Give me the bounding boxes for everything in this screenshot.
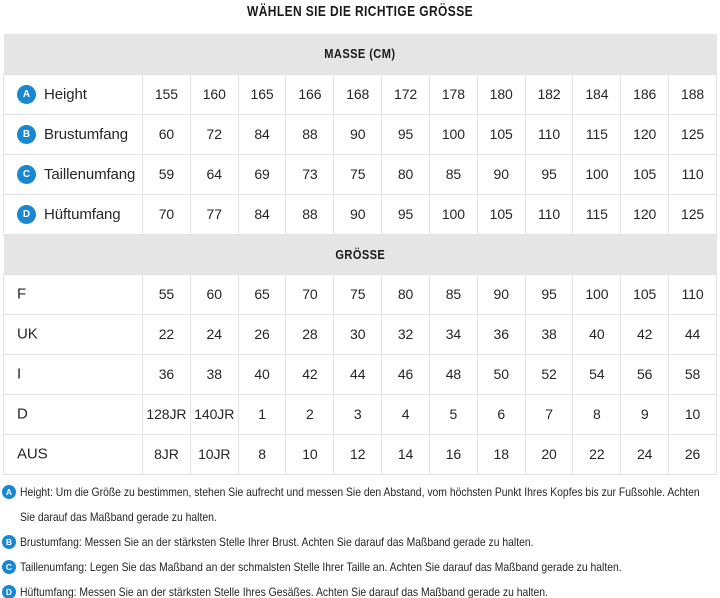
row-label-cell xyxy=(4,194,143,234)
table-cell: 80 xyxy=(382,274,430,314)
note xyxy=(2,580,718,598)
section-header xyxy=(4,34,717,74)
table-cell: 26 xyxy=(669,434,717,474)
table-cell: 88 xyxy=(286,114,334,154)
table-cell: 20 xyxy=(525,434,573,474)
table-cell: 180 xyxy=(477,74,525,114)
table-cell: 14 xyxy=(382,434,430,474)
row-label: UK xyxy=(17,325,38,343)
table-cell: 165 xyxy=(238,74,286,114)
row-label: I xyxy=(17,365,22,383)
table-cell: 125 xyxy=(669,194,717,234)
table-cell: 73 xyxy=(286,154,334,194)
size-table-body xyxy=(4,34,717,474)
table-cell: 2 xyxy=(286,394,334,434)
table-cell: 100 xyxy=(429,194,477,234)
table-cell: 84 xyxy=(238,194,286,234)
table-cell: 95 xyxy=(525,274,573,314)
letter-badge-a: A xyxy=(17,85,36,104)
section-header-label: GRÖSSE xyxy=(335,246,385,262)
table-cell: 100 xyxy=(573,154,621,194)
row-label-cell xyxy=(4,354,143,394)
table-cell: 100 xyxy=(573,274,621,314)
table-cell: 64 xyxy=(190,154,238,194)
table-cell: 95 xyxy=(382,114,430,154)
notes xyxy=(2,480,718,598)
table-cell: 110 xyxy=(669,154,717,194)
table-cell: 32 xyxy=(382,314,430,354)
table-cell: 70 xyxy=(143,194,191,234)
table-row xyxy=(4,354,717,394)
table-cell: 85 xyxy=(429,274,477,314)
table-cell: 10JR xyxy=(190,434,238,474)
table-cell: 88 xyxy=(286,194,334,234)
table-cell: 77 xyxy=(190,194,238,234)
table-cell: 56 xyxy=(621,354,669,394)
table-cell: 105 xyxy=(477,194,525,234)
table-cell: 59 xyxy=(143,154,191,194)
note-text: Brustumfang: Messen Sie an der stärksten Stelle Ihrer Brust. Achten Sie darauf das Maßband gerade zu halten. xyxy=(20,534,534,549)
table-cell: 10 xyxy=(286,434,334,474)
table-cell: 115 xyxy=(573,114,621,154)
row-label-cell xyxy=(4,154,143,194)
table-cell: 184 xyxy=(573,74,621,114)
row-label-cell xyxy=(4,314,143,354)
table-cell: 95 xyxy=(525,154,573,194)
table-cell: 42 xyxy=(621,314,669,354)
table-cell: 105 xyxy=(621,154,669,194)
table-cell: 95 xyxy=(382,194,430,234)
table-cell: 128JR xyxy=(143,394,191,434)
row-label-cell xyxy=(4,74,143,114)
table-cell: 120 xyxy=(621,194,669,234)
row-label: AUS xyxy=(17,445,48,463)
table-cell: 48 xyxy=(429,354,477,394)
table-row xyxy=(4,274,717,314)
table-cell: 100 xyxy=(429,114,477,154)
table-cell: 4 xyxy=(382,394,430,434)
table-cell: 160 xyxy=(190,74,238,114)
note-text: Taillenumfang: Legen Sie das Maßband an der schmalsten Stelle Ihrer Taille an. Achten Sie darauf das Maßband gerade zu halten. xyxy=(20,559,622,574)
letter-badge-d: D xyxy=(2,585,16,598)
letter-badge-b: B xyxy=(17,125,36,144)
table-cell: 105 xyxy=(621,274,669,314)
section-header-row xyxy=(4,234,717,274)
table-cell: 40 xyxy=(238,354,286,394)
table-cell: 58 xyxy=(669,354,717,394)
size-chart-table xyxy=(3,34,717,475)
table-cell: 70 xyxy=(286,274,334,314)
table-cell: 34 xyxy=(429,314,477,354)
table-cell: 84 xyxy=(238,114,286,154)
row-label: Taillenumfang xyxy=(44,165,136,183)
table-cell: 168 xyxy=(334,74,382,114)
table-cell: 125 xyxy=(669,114,717,154)
table-cell: 85 xyxy=(429,154,477,194)
table-cell: 50 xyxy=(477,354,525,394)
table-cell: 9 xyxy=(621,394,669,434)
table-cell: 52 xyxy=(525,354,573,394)
table-cell: 60 xyxy=(190,274,238,314)
letter-badge-d: D xyxy=(17,205,36,224)
table-row xyxy=(4,154,717,194)
table-cell: 90 xyxy=(477,274,525,314)
table-row xyxy=(4,314,717,354)
table-cell: 38 xyxy=(190,354,238,394)
table-row xyxy=(4,114,717,154)
table-cell: 46 xyxy=(382,354,430,394)
table-row xyxy=(4,194,717,234)
table-cell: 38 xyxy=(525,314,573,354)
table-cell: 7 xyxy=(525,394,573,434)
table-cell: 110 xyxy=(669,274,717,314)
row-label-cell xyxy=(4,274,143,314)
table-cell: 8 xyxy=(238,434,286,474)
table-cell: 8JR xyxy=(143,434,191,474)
table-cell: 178 xyxy=(429,74,477,114)
table-cell: 18 xyxy=(477,434,525,474)
table-cell: 72 xyxy=(190,114,238,154)
table-cell: 44 xyxy=(669,314,717,354)
size-guide xyxy=(0,3,720,598)
table-cell: 120 xyxy=(621,114,669,154)
row-label: Hüftumfang xyxy=(44,205,121,223)
table-cell: 8 xyxy=(573,394,621,434)
table-cell: 186 xyxy=(621,74,669,114)
table-cell: 69 xyxy=(238,154,286,194)
table-cell: 166 xyxy=(286,74,334,114)
row-label: Brustumfang xyxy=(44,125,128,143)
table-cell: 110 xyxy=(525,194,573,234)
row-label: D xyxy=(17,405,28,423)
table-cell: 155 xyxy=(143,74,191,114)
letter-badge-c: C xyxy=(2,560,16,574)
table-cell: 3 xyxy=(334,394,382,434)
table-cell: 36 xyxy=(477,314,525,354)
table-cell: 26 xyxy=(238,314,286,354)
table-cell: 188 xyxy=(669,74,717,114)
table-cell: 42 xyxy=(286,354,334,394)
table-cell: 115 xyxy=(573,194,621,234)
table-cell: 6 xyxy=(477,394,525,434)
table-row xyxy=(4,434,717,474)
table-cell: 24 xyxy=(621,434,669,474)
row-label: F xyxy=(17,285,27,303)
table-cell: 36 xyxy=(143,354,191,394)
table-cell: 1 xyxy=(238,394,286,434)
section-header-label: MASSE (CM) xyxy=(324,46,396,62)
row-label-cell xyxy=(4,114,143,154)
table-cell: 65 xyxy=(238,274,286,314)
table-cell: 24 xyxy=(190,314,238,354)
table-cell: 90 xyxy=(477,154,525,194)
table-cell: 110 xyxy=(525,114,573,154)
table-cell: 12 xyxy=(334,434,382,474)
table-cell: 22 xyxy=(143,314,191,354)
note xyxy=(2,480,718,530)
table-row xyxy=(4,394,717,434)
note xyxy=(2,555,718,580)
table-cell: 44 xyxy=(334,354,382,394)
row-label-cell xyxy=(4,394,143,434)
note-text: Height: Um die Größe zu bestimmen, stehen Sie aufrecht und messen Sie den Abstand, vom höchsten Punkt Ihres Kopfes bis zur Fußsohle. Achten Sie darauf das Maßband gerade zu halten. xyxy=(20,484,700,524)
table-cell: 140JR xyxy=(190,394,238,434)
note xyxy=(2,530,718,555)
table-cell: 30 xyxy=(334,314,382,354)
table-cell: 75 xyxy=(334,154,382,194)
table-cell: 90 xyxy=(334,194,382,234)
table-cell: 55 xyxy=(143,274,191,314)
table-cell: 60 xyxy=(143,114,191,154)
table-cell: 105 xyxy=(477,114,525,154)
table-cell: 40 xyxy=(573,314,621,354)
letter-badge-a: A xyxy=(2,485,16,499)
table-cell: 16 xyxy=(429,434,477,474)
table-cell: 90 xyxy=(334,114,382,154)
table-cell: 54 xyxy=(573,354,621,394)
table-cell: 172 xyxy=(382,74,430,114)
table-cell: 22 xyxy=(573,434,621,474)
page-title: WÄHLEN SIE DIE RICHTIGE GRÖSSE xyxy=(246,3,474,20)
row-label-cell xyxy=(4,434,143,474)
note-text: Hüftumfang: Messen Sie an der stärksten Stelle Ihres Gesäßes. Achten Sie darauf das Maßband gerade zu halten. xyxy=(20,584,548,598)
table-cell: 75 xyxy=(334,274,382,314)
table-row xyxy=(4,74,717,114)
section-header xyxy=(4,234,717,274)
table-cell: 5 xyxy=(429,394,477,434)
letter-badge-b: B xyxy=(2,535,16,549)
section-header-row xyxy=(4,34,717,74)
row-label: Height xyxy=(44,85,87,103)
table-cell: 182 xyxy=(525,74,573,114)
table-cell: 28 xyxy=(286,314,334,354)
table-cell: 10 xyxy=(669,394,717,434)
letter-badge-c: C xyxy=(17,165,36,184)
table-cell: 80 xyxy=(382,154,430,194)
